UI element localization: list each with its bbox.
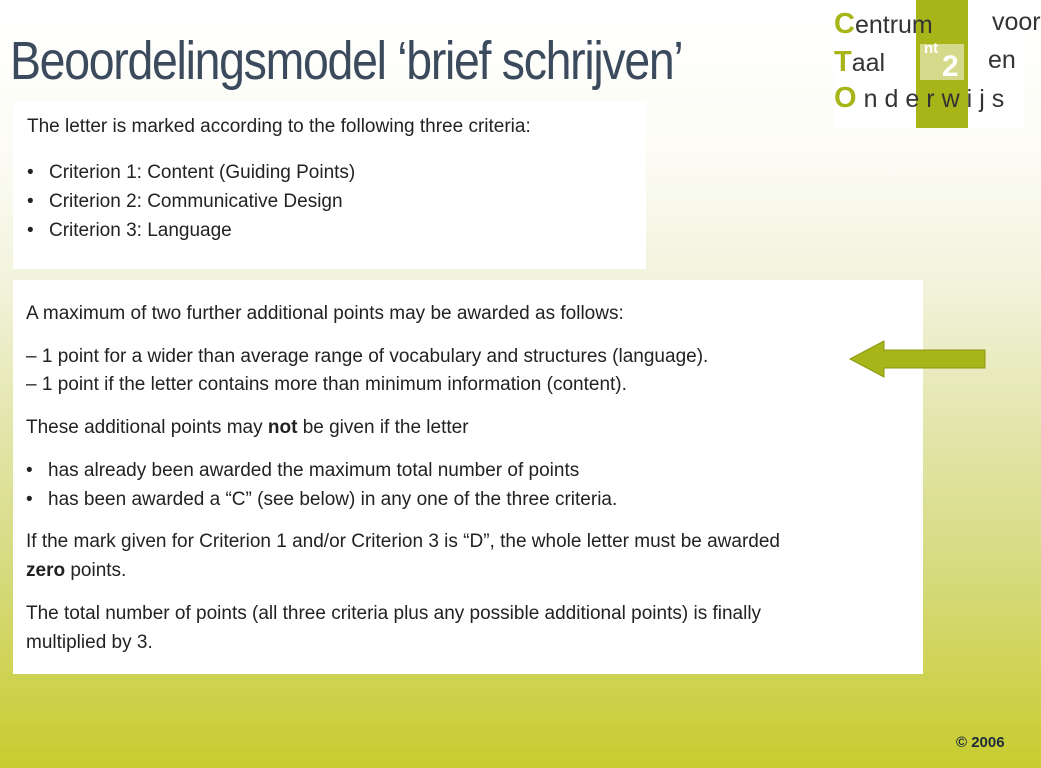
additional-point-language: – 1 point for a wider than average range of vocabulary and structures (language). bbox=[26, 346, 709, 367]
condition-c-mark: has been awarded a “C” (see below) in any one of the three criteria. bbox=[48, 489, 618, 510]
bullet-icon: • bbox=[26, 460, 33, 481]
condition-max-points: has already been awarded the maximum total number of points bbox=[48, 460, 580, 481]
bullet-icon: • bbox=[26, 489, 33, 510]
slide-title: Beoordelingsmodel ‘brief schrijven’ bbox=[10, 31, 683, 91]
zero-rule-line-1: If the mark given for Criterion 1 and/or Criterion 3 is “D”, the whole letter must be awarded bbox=[26, 531, 780, 552]
criteria-box bbox=[13, 102, 646, 269]
logo-row-onderwijs: Onderwijs bbox=[834, 82, 1012, 114]
criterion-1: Criterion 1: Content (Guiding Points) bbox=[49, 162, 356, 183]
criterion-3: Criterion 3: Language bbox=[49, 220, 232, 241]
bullet-icon: • bbox=[27, 162, 34, 183]
cto-logo bbox=[834, 0, 1041, 128]
additional-point-content: – 1 point if the letter contains more than minimum information (content). bbox=[26, 374, 627, 395]
criterion-2: Criterion 2: Communicative Design bbox=[49, 191, 343, 212]
logo-row-taal: Taal en bbox=[834, 46, 1016, 78]
zero-rule-line-2: zero points. bbox=[26, 560, 127, 581]
logo-row-centrum: Centrum voor bbox=[834, 8, 1041, 40]
bullet-icon: • bbox=[27, 220, 34, 241]
bullet-icon: • bbox=[27, 191, 34, 212]
total-rule-line-2: multiplied by 3. bbox=[26, 632, 153, 653]
logo-nt: nt bbox=[924, 40, 939, 57]
arrow-left-icon bbox=[850, 341, 985, 377]
criteria-intro: The letter is marked according to the following three criteria: bbox=[27, 116, 531, 137]
not-given-line: These additional points may not be given if the letter bbox=[26, 417, 469, 438]
additional-points-box bbox=[13, 280, 923, 674]
additional-intro: A maximum of two further additional points may be awarded as follows: bbox=[26, 303, 624, 324]
copyright: © 2006 bbox=[956, 734, 1005, 751]
logo-two: 2 bbox=[942, 50, 959, 83]
total-rule-line-1: The total number of points (all three criteria plus any possible additional points) is finally bbox=[26, 603, 762, 624]
